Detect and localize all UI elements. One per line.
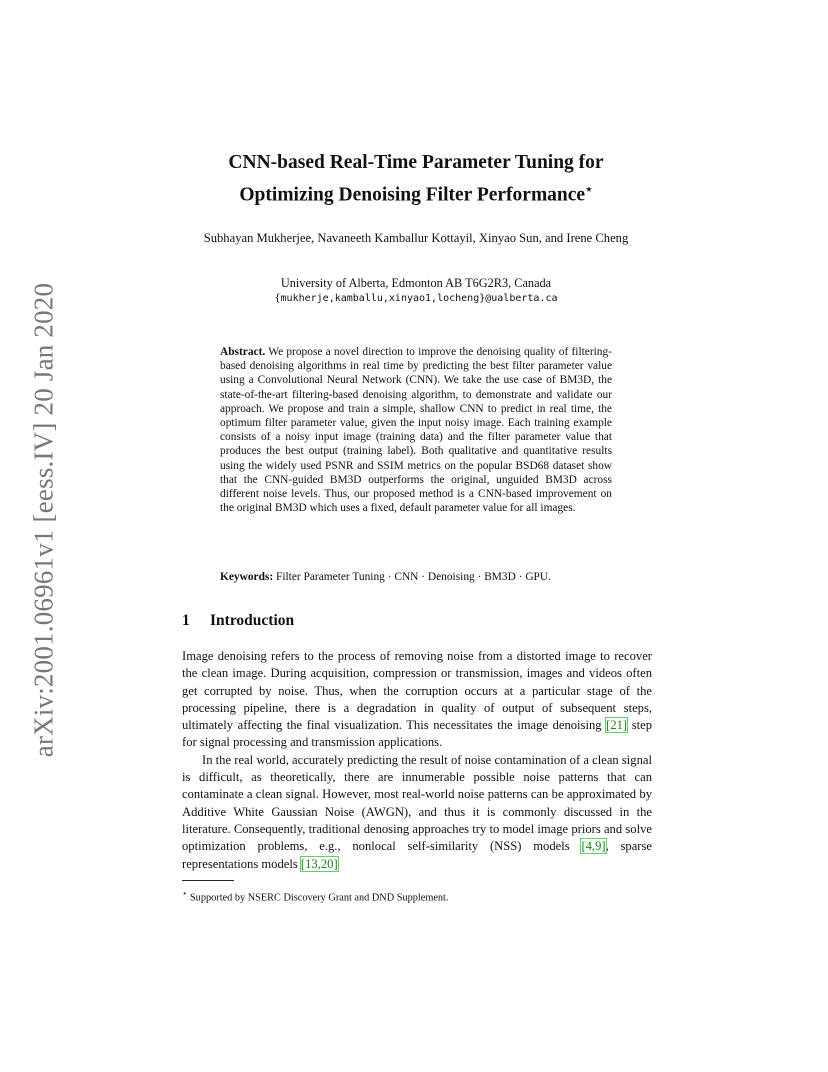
footnote-rule (182, 880, 234, 881)
citation-link[interactable]: [4,9] (581, 839, 606, 854)
abstract-text: We propose a novel direction to improve the denoising quality of filtering-based denoising algorithms in real time by predicting the best filter parameter value using a Convolutional Neural Network (CNN). We take the use case of BM3D, the state-of-the-art filtering-based denoising algorithm, to demonstrate and validate our approach. We propose and train a simple, shallow CNN to predict in real time, the optimum filter parameter value, given the input noisy image. Each training example consists of a noisy input image (training data) and the filter parameter value that produces the best output (training label). Both qualitative and quantitative results using the widely used PSNR and SSIM metrics on the popular BSD68 dataset show that the CNN-guided BM3D outperforms the original, unguided BM3D across different noise levels. Thus, our proposed method is a CNN-based improvement on the original BM3D which uses a fixed, default parameter value for all images. (220, 346, 612, 515)
paragraph-2: In the real world, accurately predicting the result of noise contamination of a clean signal is difficult, as theoretically, there are innumerable possible noise patterns that can contaminate a clean signal. However, most real-world noise patterns can be approximated by Additive White Gaussian Noise (AWGN), and thus it is commonly discussed in the literature. Consequently, traditional denosing approaches try to model image priors and solve optimization problems, e.g., nonlocal self-similarity (NSS) models [4,9], sparse representations models [13,20] (182, 752, 652, 871)
arxiv-stamp (22, 282, 66, 758)
title-footnote-mark: ⋆ (585, 182, 593, 196)
abstract (220, 345, 612, 515)
section-body (182, 648, 652, 873)
citation-link[interactable]: [13,20] (300, 856, 338, 871)
footnote-text: Supported by NSERC Discovery Grant and DND Supplement. (189, 892, 449, 904)
section-number: 1 (182, 612, 190, 629)
email-addresses: {mukherje,kamballu,xinyao1,locheng}@ualberta.ca (274, 293, 558, 304)
section-title: Introduction (210, 612, 295, 629)
footnote (182, 886, 652, 905)
author-list: Subhayan Mukherjee, Navaneeth Kamballur Kottayil, Xinyao Sun, and Irene Cheng (203, 231, 629, 245)
keywords-text: Filter Parameter Tuning · CNN · Denoising · BM3D · GPU. (276, 571, 551, 583)
affiliation-block (180, 275, 652, 307)
affiliation: University of Alberta, Edmonton AB T6G2R3, Canada (280, 276, 552, 290)
abstract-label: Abstract. (220, 346, 266, 358)
paper-title (150, 150, 682, 209)
title-line-2: Optimizing Denoising Filter Performance⋆ (239, 182, 593, 206)
paragraph-1: Image denoising refers to the process of removing noise from a distorted image to recover the clean image. During acquisition, compression or transmission, images and videos often get corrupted by noise. Thus, when the corruption occurs at a particular stage of the processing pipeline, there is a degradation in quality of output of subsequent steps, ultimately affecting the final visualization. This necessitates the image denoising [21] step for signal processing and transmission applications. (182, 649, 652, 750)
keywords-label: Keywords: (220, 571, 274, 583)
citation-link[interactable]: [21] (606, 718, 628, 733)
arxiv-id: arXiv:2001.06961v1 [eess.IV] 20 Jan 2020 (28, 282, 59, 758)
keywords (220, 570, 620, 584)
section-heading (182, 611, 652, 631)
footnote-mark: ⋆ (182, 888, 188, 898)
title-line-1: CNN-based Real-Time Parameter Tuning for (228, 152, 604, 173)
